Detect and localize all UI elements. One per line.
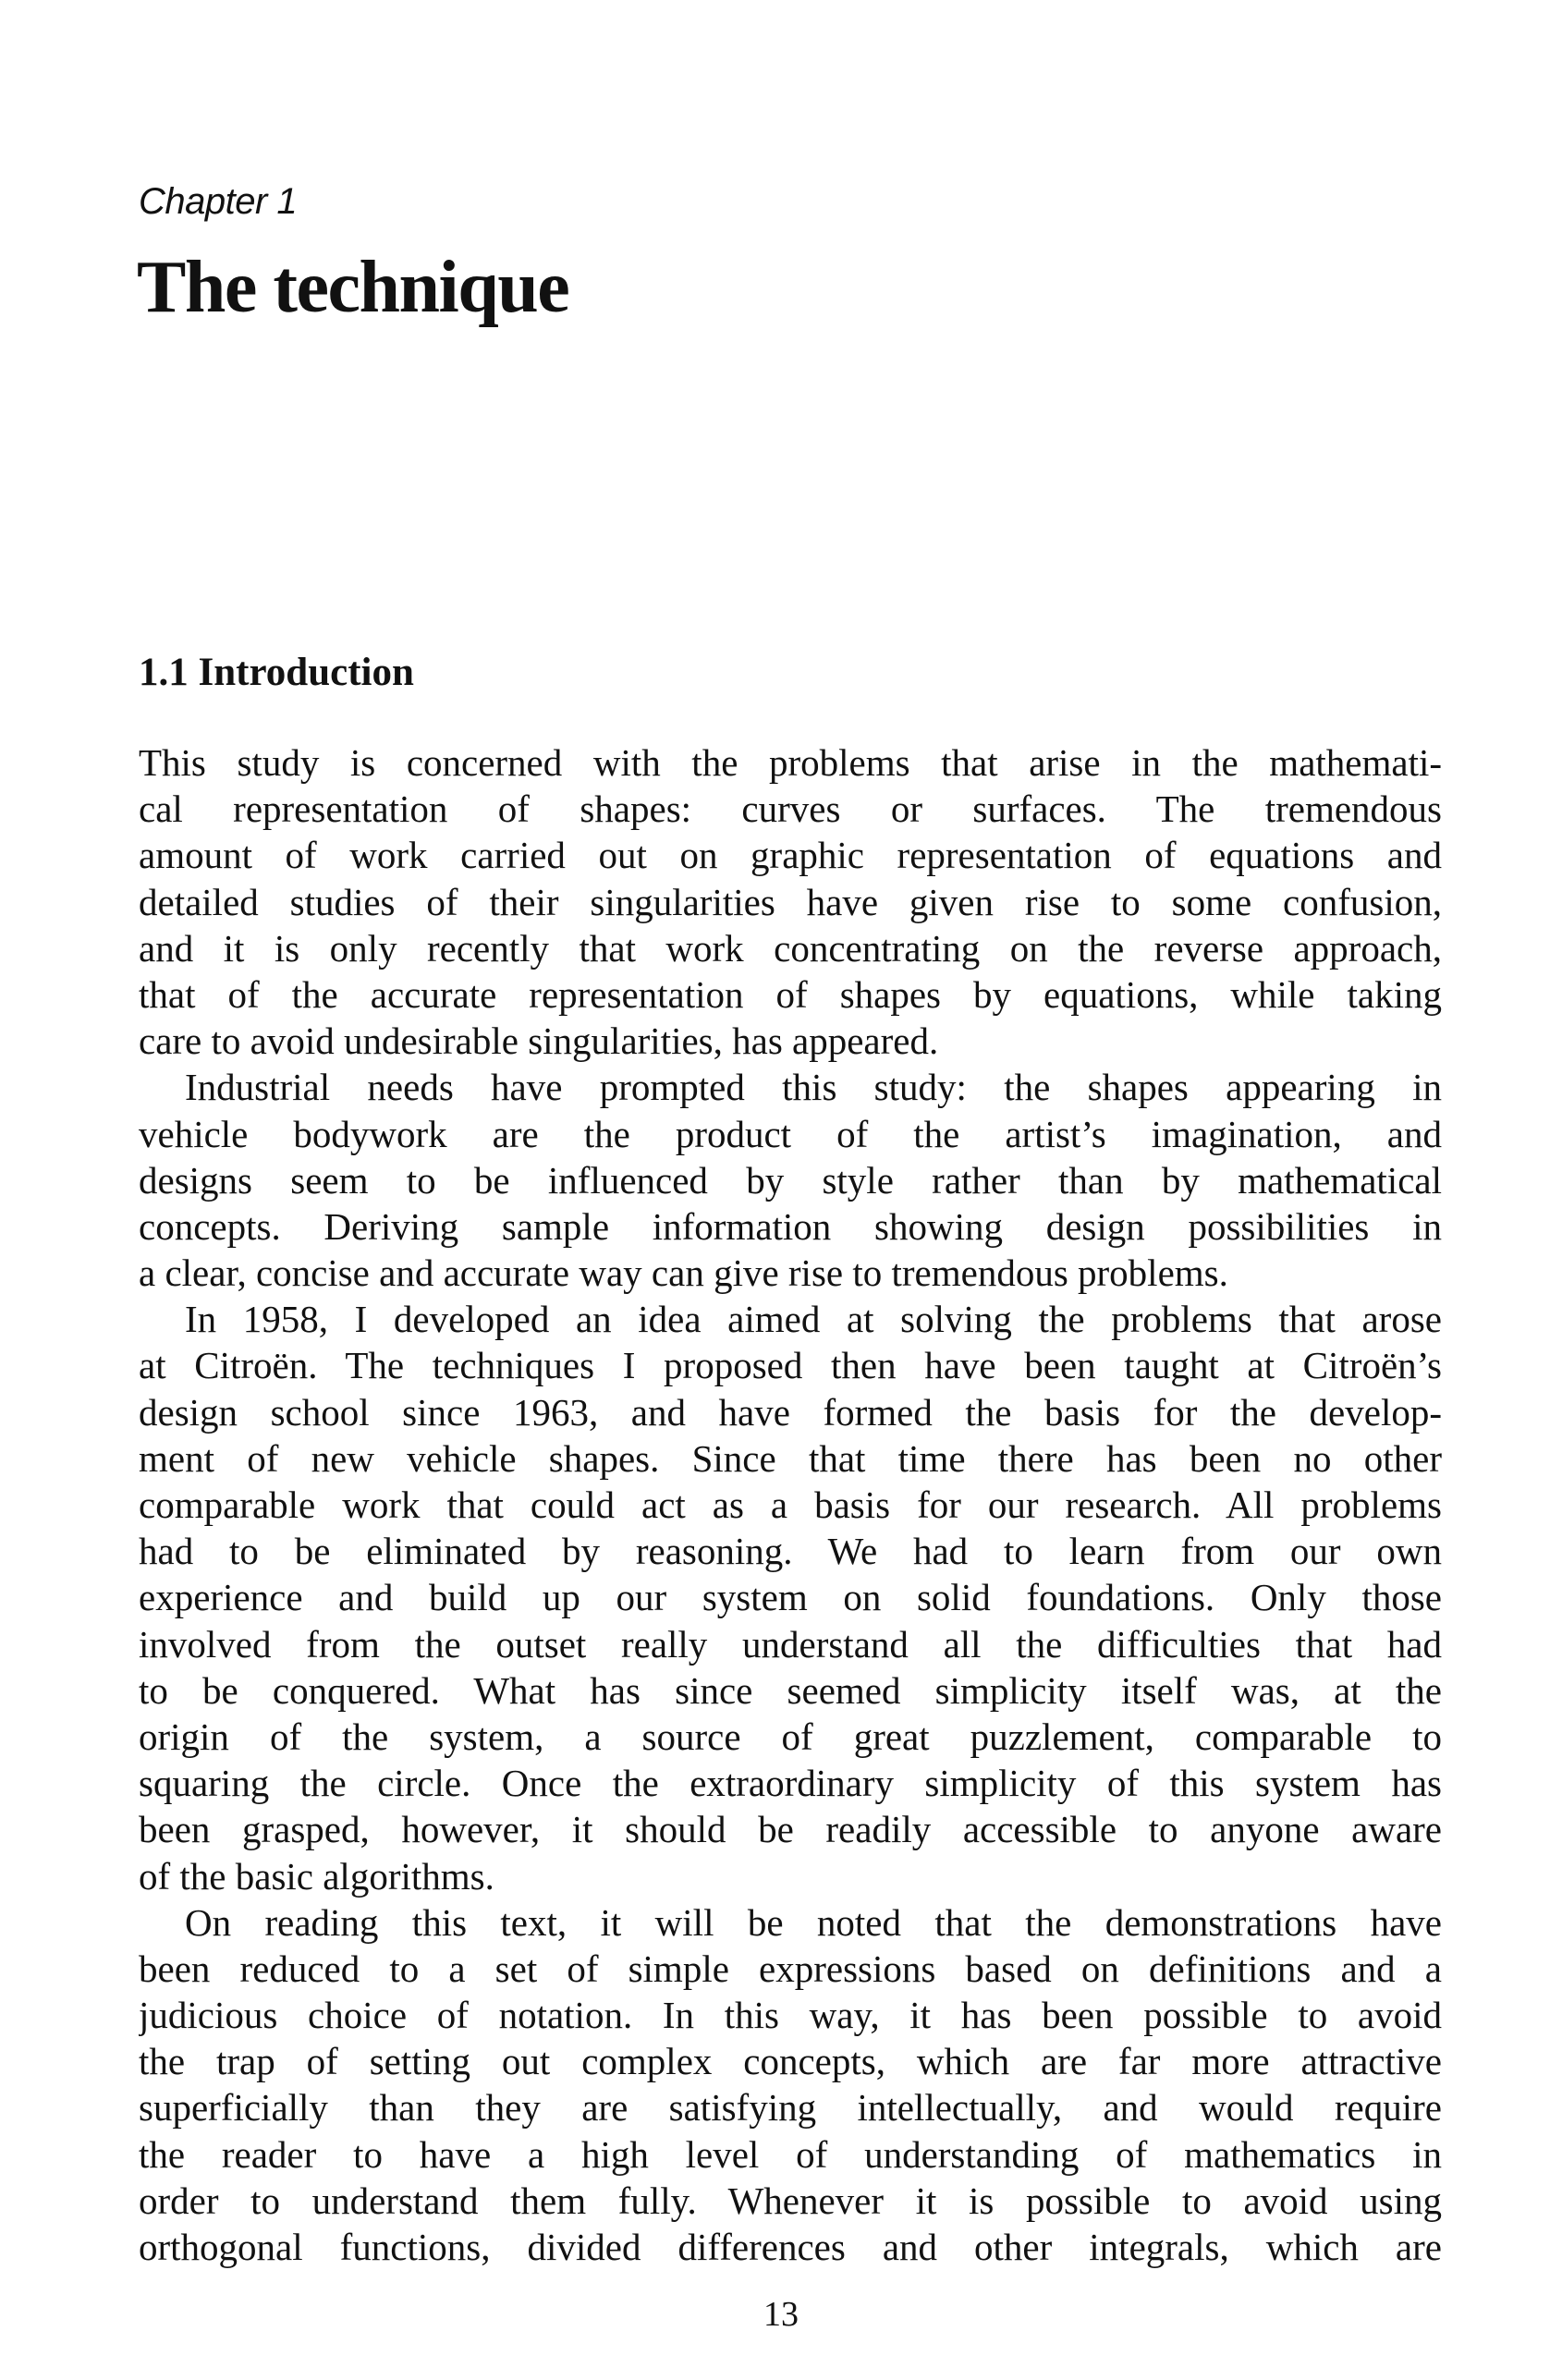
- text-line: This study is concerned with the problems that arise in the mathemati-: [139, 741, 1442, 784]
- text-line: involved from the outset really understand all the difficulties that had: [139, 1622, 1442, 1666]
- section-heading: 1.1 Introduction: [139, 651, 414, 694]
- text-line: of the basic algorithms.: [139, 1854, 494, 1898]
- text-line: squaring the circle. Once the extraordinary simplicity of this system has: [139, 1762, 1442, 1805]
- text-line: that of the accurate representation of shapes by equations, while taking: [139, 972, 1442, 1016]
- text-line: designs seem to be influenced by style rather than by mathematical: [139, 1158, 1442, 1202]
- chapter-label: Chapter 1: [139, 181, 298, 222]
- text-line: On reading this text, it will be noted that the demonstrations have: [185, 1900, 1442, 1944]
- text-line: at Citroën. The techniques I proposed then have been taught at Citroën’s: [139, 1344, 1442, 1387]
- text-line: Industrial needs have prompted this study: the shapes appearing in: [185, 1066, 1442, 1109]
- text-line: amount of work carried out on graphic representation of equations and: [139, 834, 1442, 877]
- text-line: experience and build up our system on solid foundations. Only those: [139, 1576, 1442, 1619]
- text-line: comparable work that could act as a basis for our research. All problems: [139, 1483, 1442, 1526]
- text-line: design school since 1963, and have formed the basis for the develop-: [139, 1390, 1442, 1434]
- text-line: been grasped, however, it should be readily accessible to anyone aware: [139, 1808, 1442, 1851]
- chapter-title: The technique: [137, 247, 569, 328]
- text-line: superficially than they are satisfying intellectually, and would require: [139, 2086, 1442, 2130]
- text-line: and it is only recently that work concentrating on the reverse approach,: [139, 926, 1442, 970]
- text-line: detailed studies of their singularities have given rise to some confusion,: [139, 880, 1442, 923]
- body-text: [139, 739, 1442, 2270]
- text-line: judicious choice of notation. In this way, it has been possible to avoid: [139, 1994, 1442, 2037]
- text-line: care to avoid undesirable singularities, has appeared.: [139, 1019, 939, 1063]
- text-line: vehicle bodywork are the product of the artist’s imagination, and: [139, 1112, 1442, 1155]
- text-line: a clear, concise and accurate way can give rise to tremendous problems.: [139, 1251, 1228, 1295]
- text-line: to be conquered. What has since seemed simplicity itself was, at the: [139, 1668, 1442, 1712]
- text-line: the trap of setting out complex concepts, which are far more attractive: [139, 2040, 1442, 2083]
- text-line: the reader to have a high level of understanding of mathematics in: [139, 2132, 1442, 2176]
- text-line: order to understand them fully. Whenever it is possible to avoid using: [139, 2179, 1442, 2222]
- text-line: orthogonal functions, divided differences and other integrals, which are: [139, 2226, 1442, 2268]
- text-line: origin of the system, a source of great puzzlement, comparable to: [139, 1715, 1442, 1758]
- text-line: ment of new vehicle shapes. Since that time there has been no other: [139, 1436, 1442, 1480]
- text-line: In 1958, I developed an idea aimed at solving the problems that arose: [185, 1298, 1442, 1341]
- text-line: cal representation of shapes: curves or surfaces. The tremendous: [139, 787, 1442, 831]
- text-line: been reduced to a set of simple expressions based on definitions and a: [139, 1947, 1442, 1990]
- page-number: 13: [763, 2295, 799, 2334]
- text-line: had to be eliminated by reasoning. We had to learn from our own: [139, 1530, 1442, 1573]
- text-line: concepts. Deriving sample information showing design possibilities in: [139, 1204, 1442, 1248]
